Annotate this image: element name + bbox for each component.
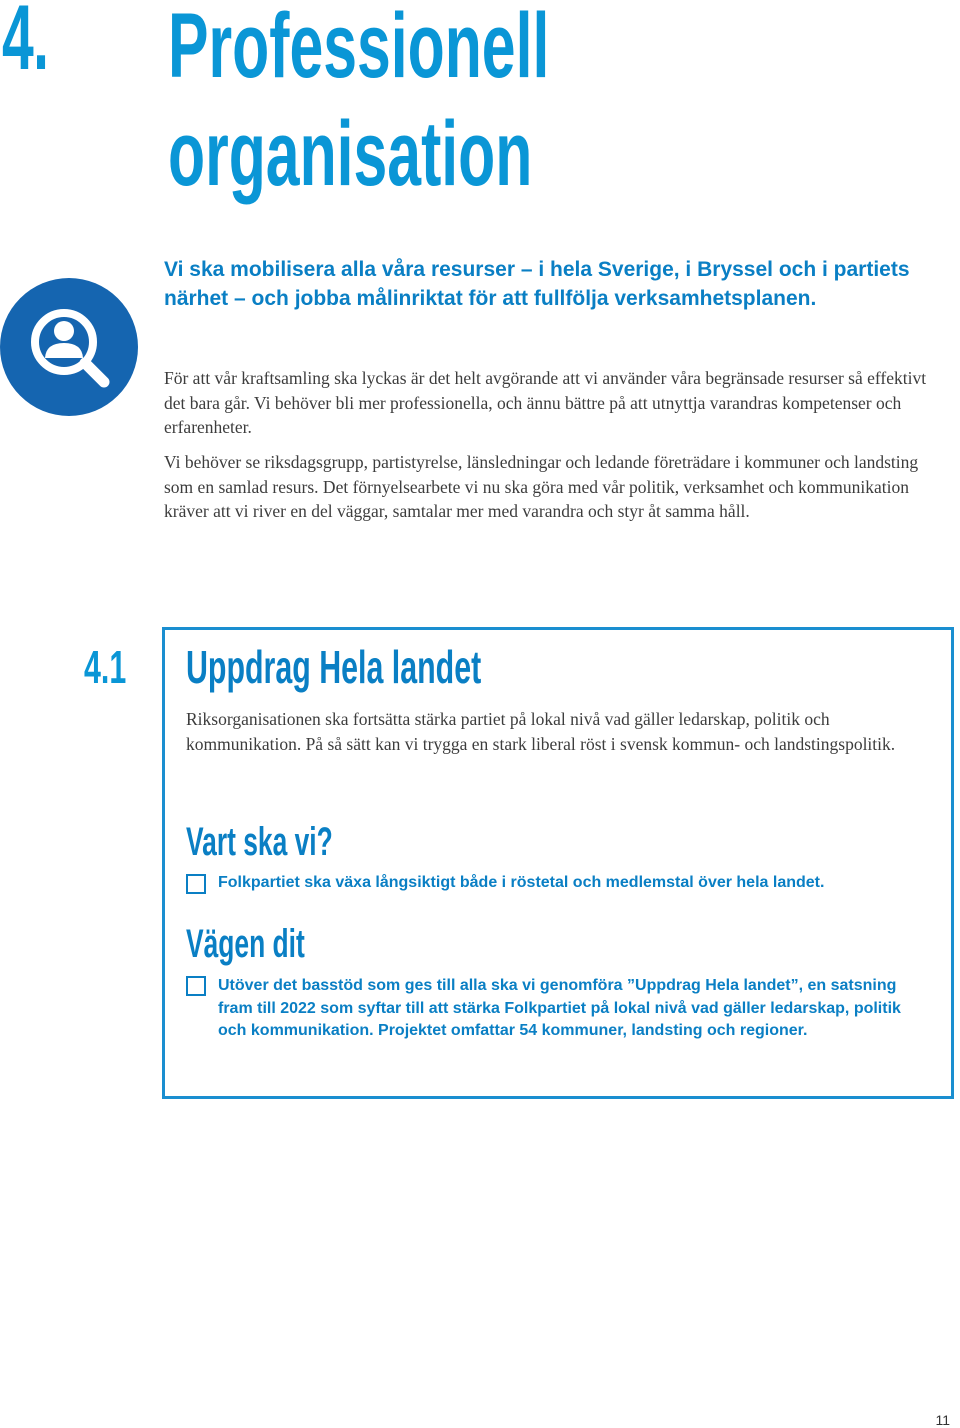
chapter-title <box>168 0 549 208</box>
section-number: 4.1 <box>84 641 127 693</box>
section-title: Uppdrag Hela landet <box>186 641 482 693</box>
goal-heading: Vart ska vi? <box>186 820 333 864</box>
section-body: Riksorganisationen ska fortsätta stärka partiet på lokal nivå vad gäller ledarskap, politik och kommunikation. På så sätt kan vi trygga en stark liberal röst i svensk kommun- och landstingspolitik. <box>186 709 896 754</box>
person-magnifier-icon <box>0 278 138 416</box>
chapter-number: 4. <box>2 0 49 89</box>
chapter-title-line1: Professionell <box>168 0 550 97</box>
chapter-title-line2: organisation <box>168 103 533 205</box>
path-checkbox <box>186 976 206 996</box>
page-number: 11 <box>935 1412 950 1428</box>
lead-text: Vi ska mobilisera alla våra resurser – i hela Sverige, i Bryssel och i partiets närhet – och jobba målinriktat för att fullfölja verksamhetsplanen. <box>164 258 910 310</box>
path-heading: Vägen dit <box>186 922 305 966</box>
goal-checkbox <box>186 874 206 894</box>
paragraph-2: Vi behöver se riksdagsgrupp, partistyrelse, länsledningar och ledande företrädare i kommuner och landsting som en samlad resurs. Det förnyelsearbete vi nu ska göra med vår politik, verksamhet och kommunikation kräver att vi river en del väggar, samtalar mer med varandra och styr åt samma håll. <box>164 452 919 521</box>
goal-item: Folkpartiet ska växa långsiktigt både i röstetal och medlemstal över hela landet. <box>218 874 825 891</box>
path-item: Utöver det basstöd som ges till alla ska vi genomföra ”Uppdrag Hela landet”, en satsning fram till 2022 som syftar till att stärka Folkpartiet på lokal nivå vad gäller ledarskap, politik och kommunikation. Projektet omfattar 54 kommuner, landsting och regioner. <box>218 977 901 1039</box>
paragraph-1: För att vår kraftsamling ska lyckas är det helt avgörande att vi använder våra begränsade resurser så effektivt det bara går. Vi behöver bli mer professionella, och ännu bättre på att utnyttja varandras kompetenser och erfarenheter. <box>164 368 927 437</box>
